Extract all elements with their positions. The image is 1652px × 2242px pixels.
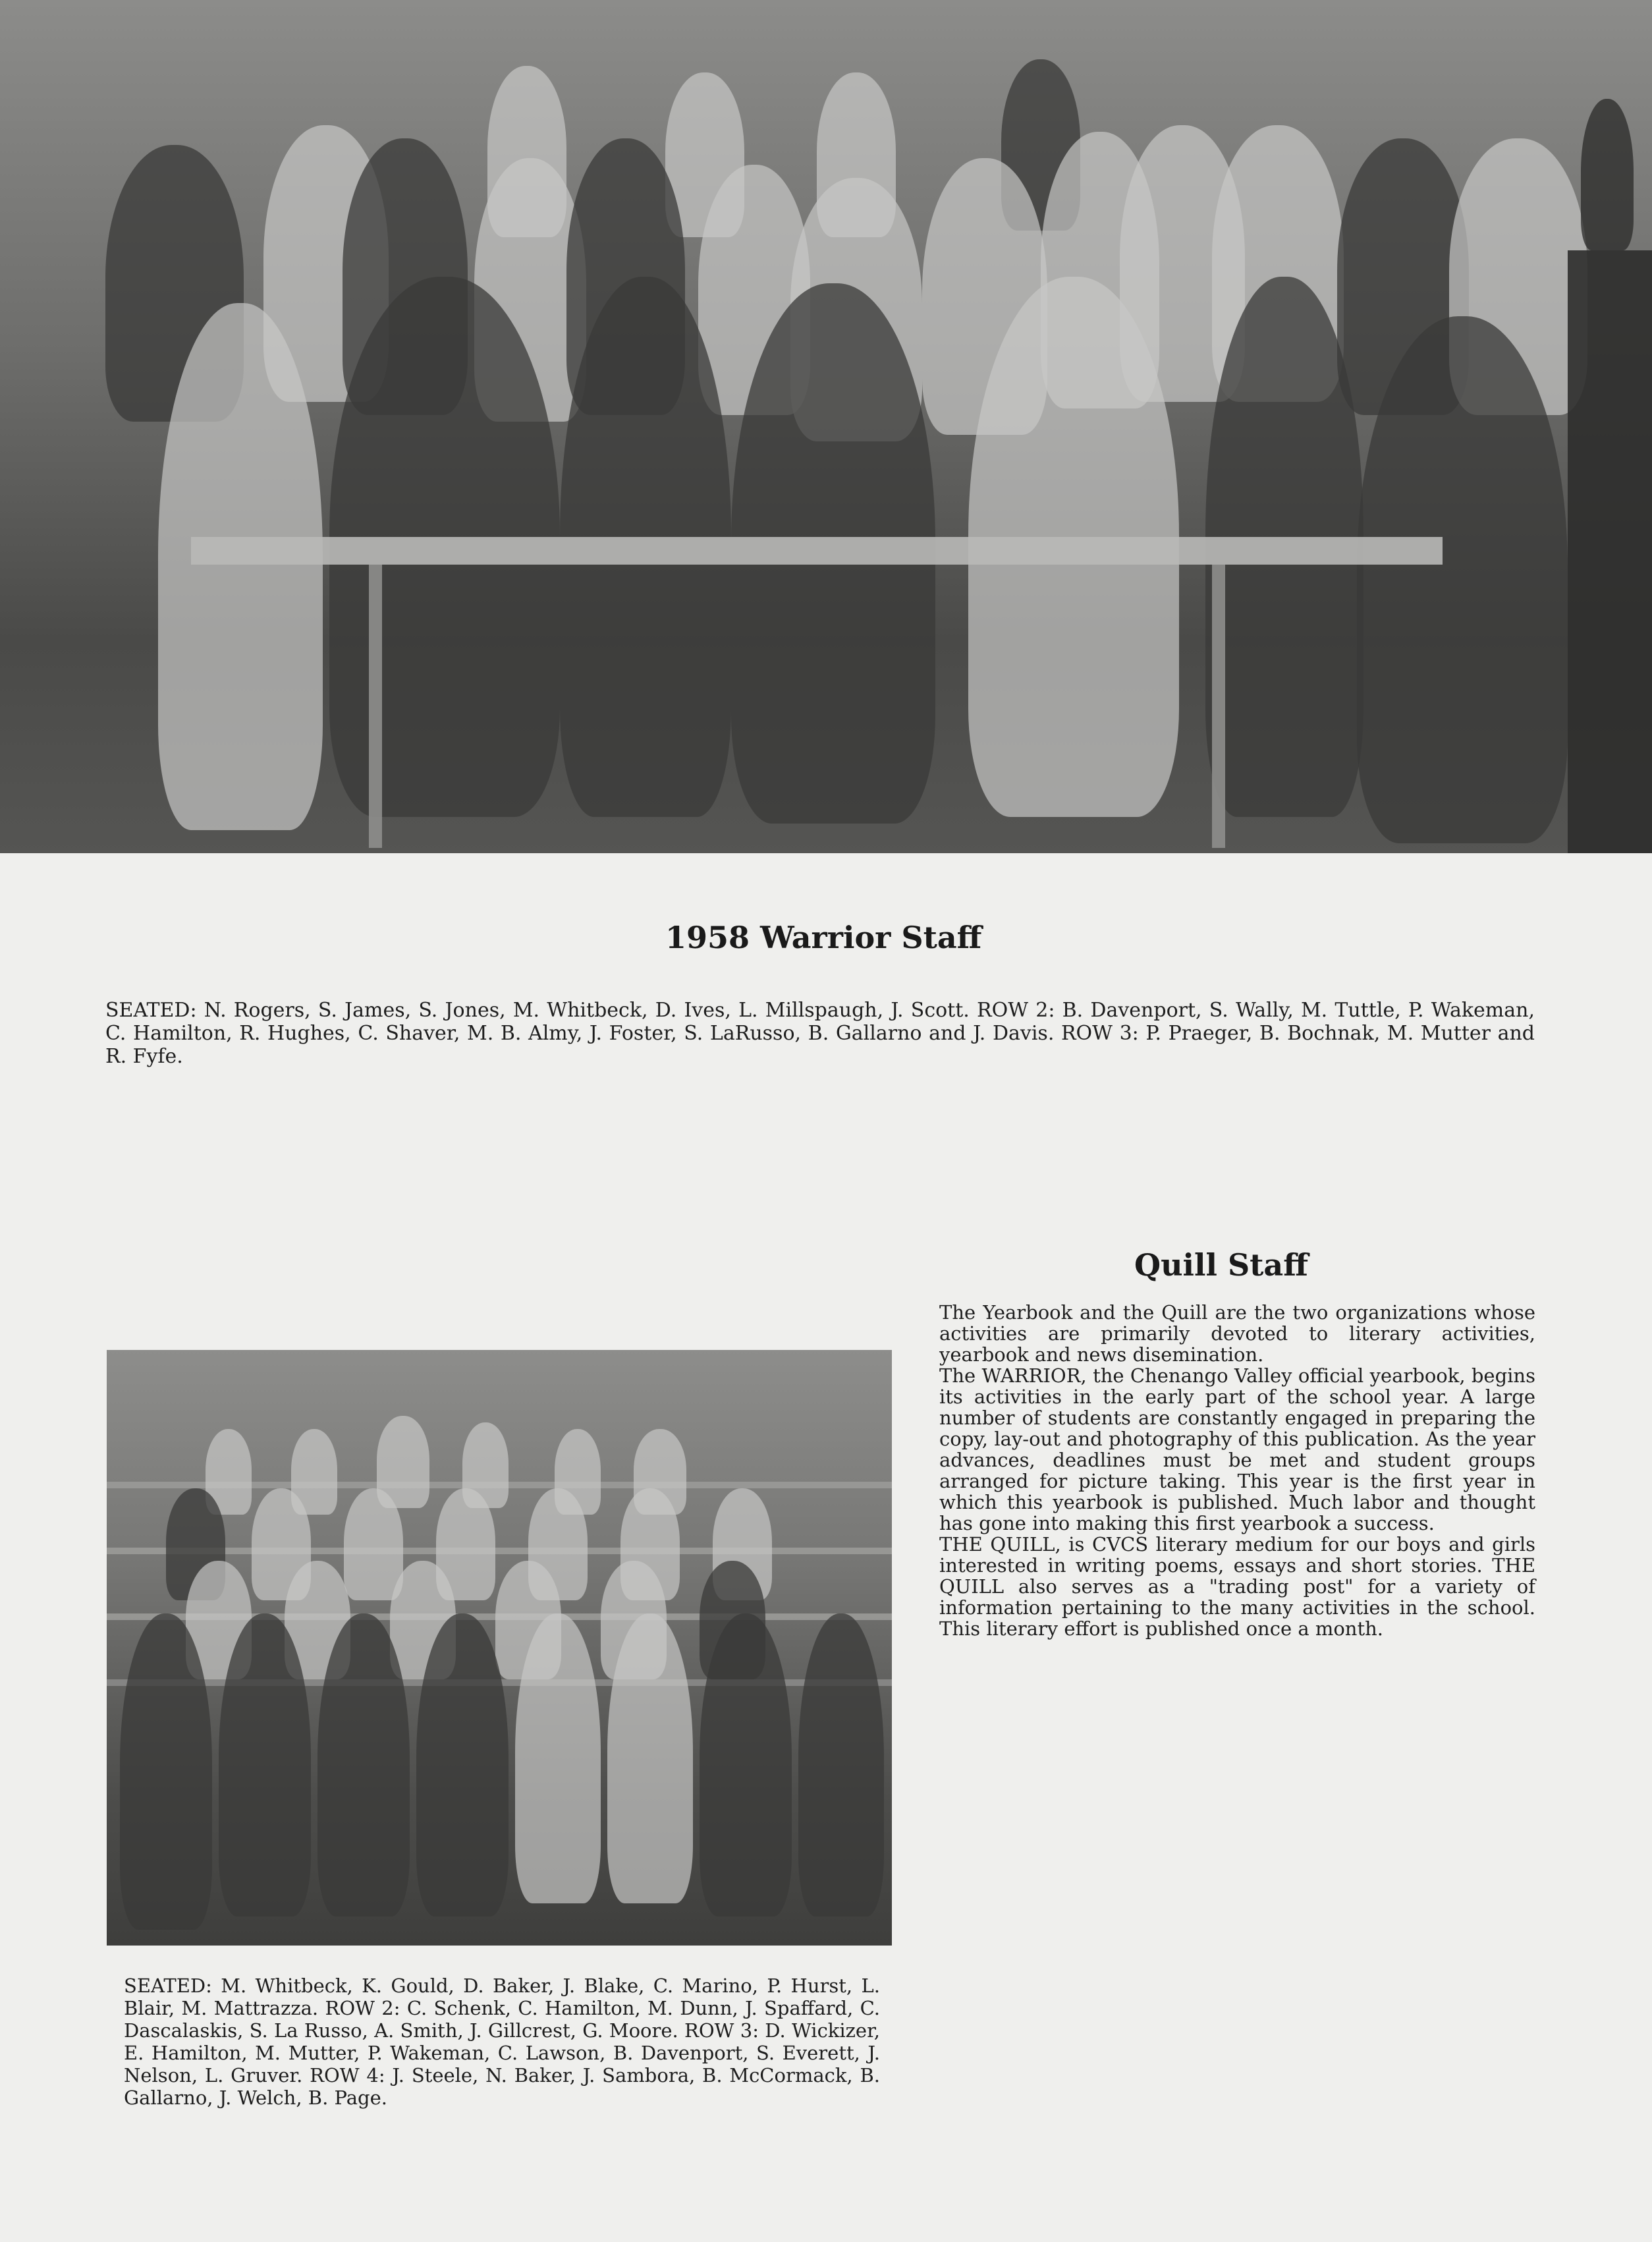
quill-staff-description xyxy=(939,1302,1535,1639)
warrior-staff-photo xyxy=(0,0,1652,853)
quill-staff-photo xyxy=(107,1350,892,1946)
description-paragraph: The WARRIOR, the Chenango Valley official yearbook, begins its activities in the early part of the school year. A large number of students are constantly engaged in preparing the copy, lay-out and photography of this publication. As the year advances, deadlines must be met and student groups arranged for picture taking. This year is the first year in which this yearbook is published. Much labor and thought has gone into making this first yearbook a success. xyxy=(939,1364,1535,1534)
quill-staff-title: Quill Staff xyxy=(1134,1247,1308,1283)
description-paragraph: The Yearbook and the Quill are the two organizations whose activities are primarily devoted to literary activities, yearbook and news disemination. xyxy=(939,1301,1535,1366)
quill-staff-caption: SEATED: M. Whitbeck, K. Gould, D. Baker, J. Blake, C. Marino, P. Hurst, L. Blair, M. Mattrazza. ROW 2: C. Schenk, C. Hamilton, M. Dunn, J. Spaffard, C. Dascalaskis, S. La Russo, A. Smith, J. Gillcrest, G. Moore. ROW 3: D. Wickizer, E. Hamilton, M. Mutter, P. Wakeman, C. Lawson, B. Davenport, S. Everett, J. Nelson, L. Gruver. ROW 4: J. Steele, N. Baker, J. Sambora, B. McCormack, B. Gallarno, J. Welch, B. Page. xyxy=(124,1975,880,2109)
warrior-staff-title: 1958 Warrior Staff xyxy=(665,919,982,955)
description-paragraph: THE QUILL, is CVCS literary medium for our boys and girls interested in writing poems, essays and short stories. THE QUILL also serves as a "trading post" for a variety of information pertaining to the many activities in the school. This literary effort is published once a month. xyxy=(939,1533,1535,1640)
warrior-staff-caption: SEATED: N. Rogers, S. James, S. Jones, M. Whitbeck, D. Ives, L. Millspaugh, J. Scott. ROW 2: B. Davenport, S. Wally, M. Tuttle, P. Wakeman, C. Hamilton, R. Hughes, C. Shaver, M. B. Almy, J. Foster, S. LaRusso, B. Gallarno and J. Davis. ROW 3: P. Praeger, B. Bochnak, M. Mutter and R. Fyfe. xyxy=(105,999,1535,1068)
